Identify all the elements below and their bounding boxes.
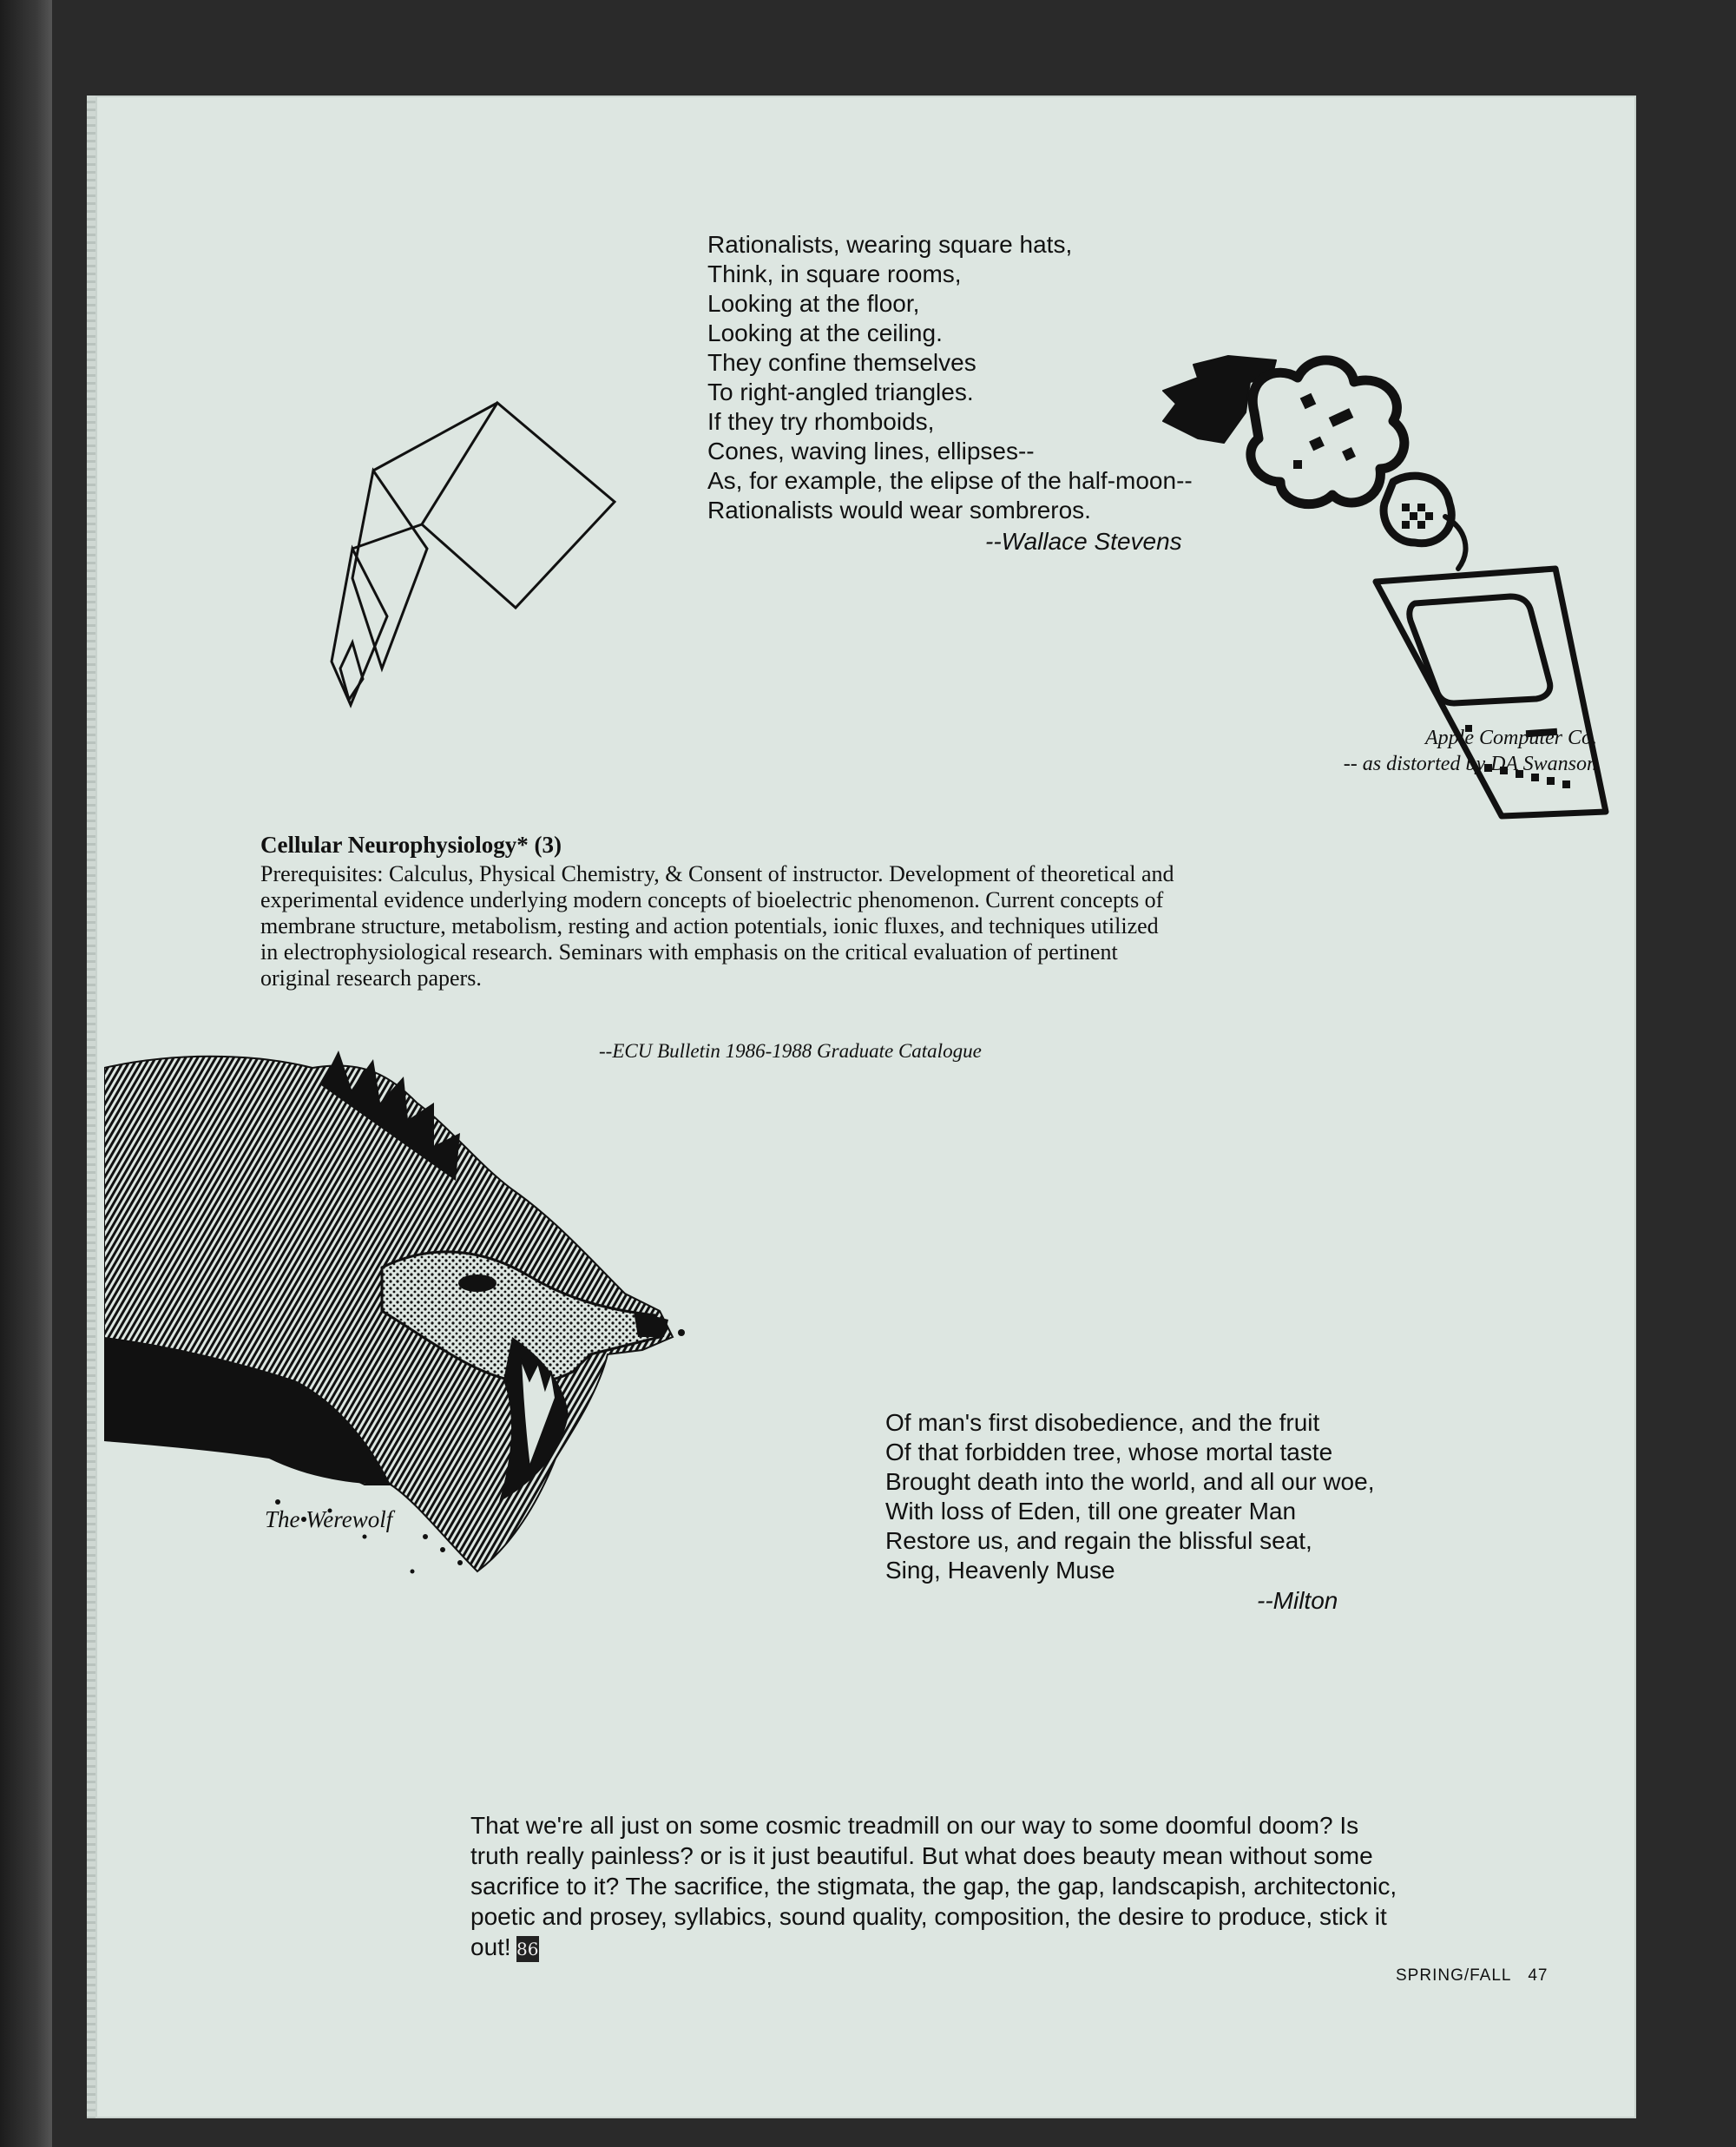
- end-mark-icon: 86: [516, 1936, 539, 1962]
- geometric-diamonds-drawing: [252, 391, 651, 790]
- poem-line: Rationalists would wear sombreros.: [707, 497, 1091, 524]
- poem-line: To right-angled triangles.: [707, 379, 974, 405]
- poem-line: Brought death into the world, and all our woe,: [885, 1468, 1375, 1495]
- poem-line: Rationalists, wearing square hats,: [707, 231, 1073, 258]
- poem-line: They confine themselves: [707, 349, 976, 376]
- poem-line: Looking at the floor,: [707, 290, 920, 317]
- book-spine: [0, 0, 52, 2147]
- poem-line: As, for example, the elipse of the half-moon--: [707, 467, 1193, 494]
- poem-line: Of that forbidden tree, whose mortal taste: [885, 1439, 1333, 1465]
- course-description: Prerequisites: Calculus, Physical Chemistry, & Consent of instructor. Development of theoretical and experimental evidence underlying modern concepts of bioelectric phenomenon. Current concepts of membrane structure, metabolism, resting and action potentials, ionic fluxes, and techniques utilized in electrophysiological research. Seminars with emphasis on the critical evaluation of pertinent original research papers.: [260, 861, 1174, 991]
- apple-caption-line: Apple Computer Co.: [1425, 727, 1597, 749]
- poem-line: Cones, waving lines, ellipses--: [707, 438, 1035, 464]
- apple-caption-line: -- as distorted by DA Swanson: [1343, 753, 1597, 775]
- closing-prose: [470, 1810, 1399, 1962]
- werewolf-illustration: [104, 1050, 781, 1606]
- milton-attribution: --Milton: [1257, 1587, 1338, 1614]
- course-title: Cellular Neurophysiology* (3): [260, 832, 562, 858]
- poem-line: Of man's first disobedience, and the fruit: [885, 1409, 1320, 1436]
- poem-line: If they try rhomboids,: [707, 408, 935, 435]
- werewolf-caption: The Werewolf: [265, 1506, 393, 1532]
- poem-line: Looking at the ceiling.: [707, 319, 943, 346]
- page-number: 47: [1528, 1966, 1549, 1985]
- poem-line: Sing, Heavenly Muse: [885, 1557, 1115, 1584]
- milton-poem: [885, 1408, 1374, 1585]
- stevens-attribution: --Wallace Stevens: [985, 528, 1182, 555]
- closing-prose-text: That we're all just on some cosmic treadmill on our way to some doomful doom? Is truth really painless? or is it just beautiful. But what does beauty mean without some sacrifice to it? The sacrifice, the stigmata, the gap, the gap, landscapish, architectonic, poetic and prosey, syllabics, sound quality, composition, the desire to produce, stick it out!: [470, 1812, 1397, 1960]
- poem-line: Restore us, and regain the blissful seat,: [885, 1527, 1312, 1554]
- folio: [1396, 1966, 1548, 1986]
- apple-caption: [1180, 725, 1597, 777]
- poem-line: With loss of Eden, till one greater Man: [885, 1498, 1297, 1525]
- magazine-page: [95, 95, 1636, 2118]
- folio-section: SPRING/FALL: [1396, 1966, 1512, 1985]
- poem-line: Think, in square rooms,: [707, 260, 962, 287]
- course-attribution: --ECU Bulletin 1986-1988 Graduate Catalogue: [599, 1040, 982, 1062]
